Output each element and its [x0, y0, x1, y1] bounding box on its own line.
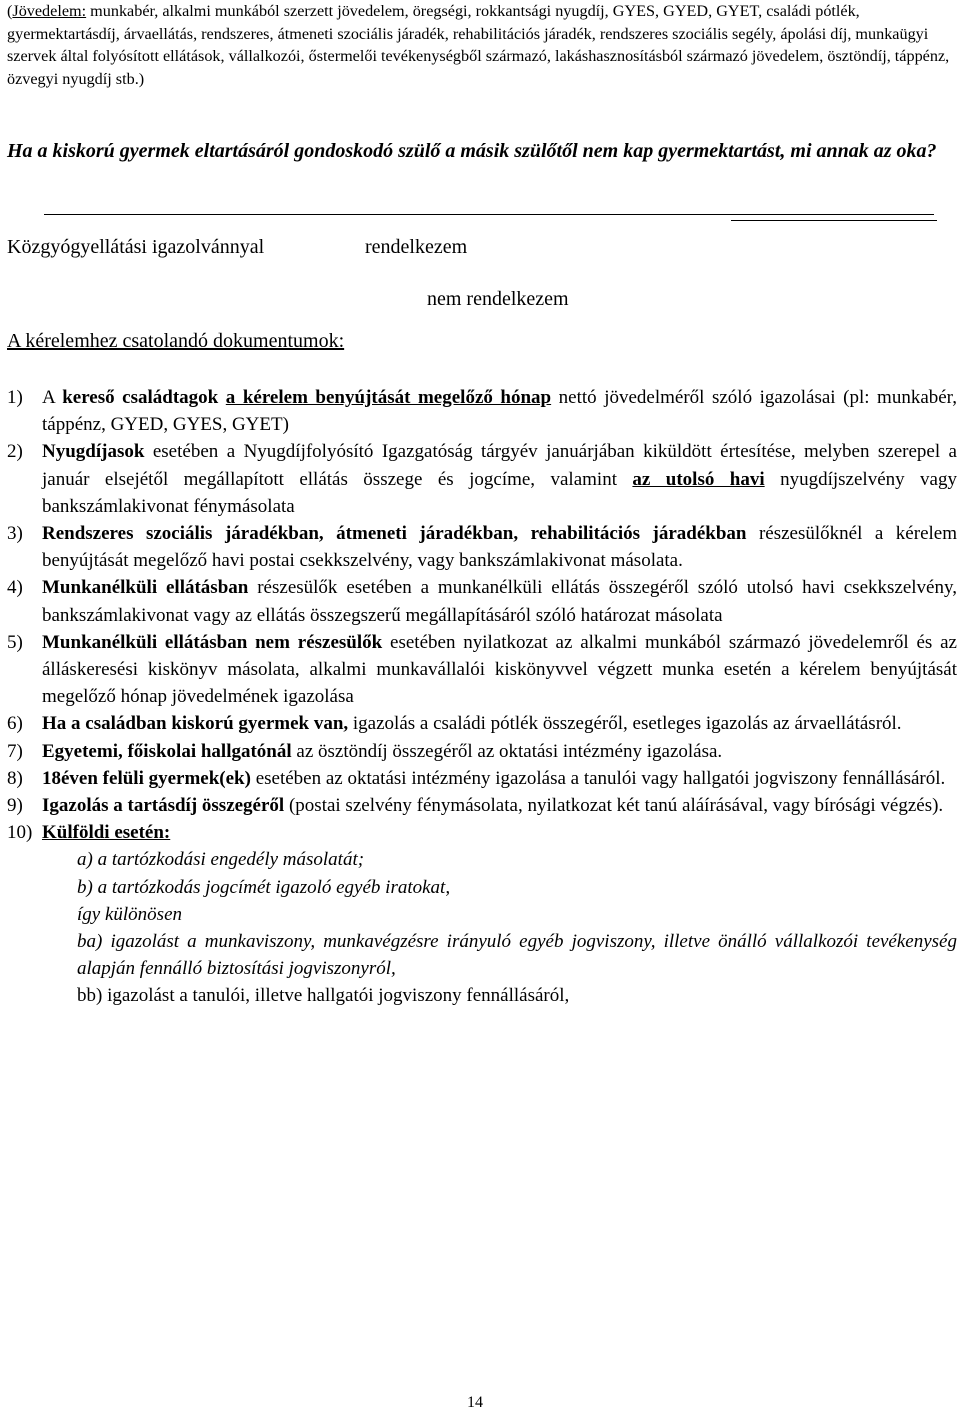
income-label: Jövedelem:: [12, 2, 87, 20]
answer-line-extension: [731, 220, 937, 221]
sub-item-a: a) a tartózkodási engedély másolatát;: [77, 849, 365, 871]
item-number: 1): [7, 387, 23, 408]
list-item: 9) Igazolás a tartásdíj összegéről (postai szelvény fénymásolata, nyilatkozat két tanú aláírásával, vagy bírósági végzés).: [7, 792, 957, 819]
item-number: 7): [7, 740, 23, 762]
item-number: 4): [7, 577, 23, 599]
page-number: 14: [467, 1394, 483, 1411]
list-item: 8) 18éven felüli gyermek(ek) esetében az oktatási intézmény igazolása a tanulói vagy hallgatói jogviszony fennállásáról.: [7, 765, 957, 792]
list-item: 5) Munkanélküli ellátásban nem részesülők esetében nyilatkozat az alkalmi munkából származó jövedelemről és az álláskeresési kiskönyv másolata, alkalmi munkavállalói kiskönyvvel végzett munka esetén a kérelem benyújtását megelőző hónap jövedelmének igazolása: [7, 629, 957, 711]
sub-item-b-note: így különösen: [77, 903, 183, 925]
item-number: 10): [7, 822, 33, 844]
item-number: 8): [7, 767, 23, 789]
list-item: 2) Nyugdíjasok esetében a Nyugdíjfolyósító Igazgatóság tárgyév januárjában kiküldött értesítése, melyben szerepel a január elsejétől megállapított ellátás összege és jogcíme, valamint az utolsó havi nyugdíjszelvény vagy bankszámlakivonat fénymásolata: [7, 438, 957, 520]
list-item: 3) Rendszeres szociális járadékban, átmeneti járadékban, rehabilitációs járadékban részesülőknél a kérelem benyújtását megelőző havi postai csekkszelvény, vagy bankszámlakivonat másolata.: [7, 520, 957, 574]
income-definition: [7, 0, 953, 90]
sub-item-ba: ba) igazolást a munkaviszony, munkavégzésre irányuló egyéb jogviszony, illetve önálló vállalkozói tevékenység alapján fennálló biztosítási jogviszonyról,: [77, 931, 957, 980]
sub-item-b: b) a tartózkodás jogcímét igazoló egyéb iratokat,: [77, 876, 451, 898]
list-item: 4) Munkanélküli ellátásban részesülők esetében a munkanélküli ellátás összegéről szóló utolsó havi csekkszelvény, bankszámlakivonat vagy az ellátás összegszerű megállapításáról szóló határozat másolata: [7, 574, 957, 628]
sub-item-bb: bb) igazolást a tanulói, illetve hallgatói jogviszony fennállásáról,: [77, 985, 570, 1007]
list-item: 10) Külföldi esetén: a) a tartózkodási engedély másolatát; b) a tartózkodás jogcímét igazoló egyéb iratokat, így különösen ba) igazolást a munkaviszony, munkavégzésre irányuló egyéb jogviszony, illetve önálló vállalkozói tevékenység alapján fennálló biztosítási jogviszonyról, bb) igazolást a tanulói, illetve hallgatói jogviszony fennállásáról,: [7, 819, 957, 1009]
kozgyogy-option-no[interactable]: nem rendelkezem: [427, 288, 569, 310]
item-number: 6): [7, 713, 23, 735]
list-item: 1) A kereső családtagok a kérelem benyújtását megelőző hónap nettó jövedelméről szóló igazolásai (pl: munkabér, táppénz, GYED, GYES, GYET): [7, 384, 957, 438]
kozgyogy-label: Közgyógyellátási igazolvánnyal: [7, 236, 265, 258]
item-number: 9): [7, 795, 23, 817]
income-text: munkabér, alkalmi munkából szerzett jövedelem, öregségi, rokkantsági nyugdíj, GYES, GYED, GYET, családi pótlék, gyermektartásdíj, árvaellátás, rendszeres, átmeneti szociális járadék, rehabilitációs járadék, rendszeres szociális segély, ápolási díj, munkaügyi szervek által folyósított ellátások, vállalkozói, őstermelői tevékenységből származó, lakáshasznosításból származó jövedelem, ösztöndíj, táppénz, özvegyi nyugdíj stb.): [7, 2, 950, 88]
foreign-sublist: [42, 846, 957, 1009]
item-number: 5): [7, 631, 23, 653]
list-item: 6) Ha a családban kiskorú gyermek van, igazolás a családi pótlék összegéről, esetleges igazolás az árvaellátásról.: [7, 710, 957, 737]
item-number: 2): [7, 441, 23, 463]
list-item: 7) Egyetemi, főiskolai hallgatónál az ösztöndíj összegéről az oktatási intézmény igazolása.: [7, 738, 957, 765]
documents-list: [7, 384, 957, 1010]
item-number: 3): [7, 523, 23, 545]
kozgyogy-option-yes[interactable]: rendelkezem: [365, 236, 468, 258]
child-support-question: Ha a kiskorú gyermek eltartásáról gondoskodó szülő a másik szülőtől nem kap gyermektartást, mi annak az oka?: [7, 140, 937, 162]
open-paren: (: [7, 2, 13, 20]
documents-title: A kérelemhez csatolandó dokumentumok:: [7, 330, 345, 352]
answer-line[interactable]: [44, 214, 934, 215]
